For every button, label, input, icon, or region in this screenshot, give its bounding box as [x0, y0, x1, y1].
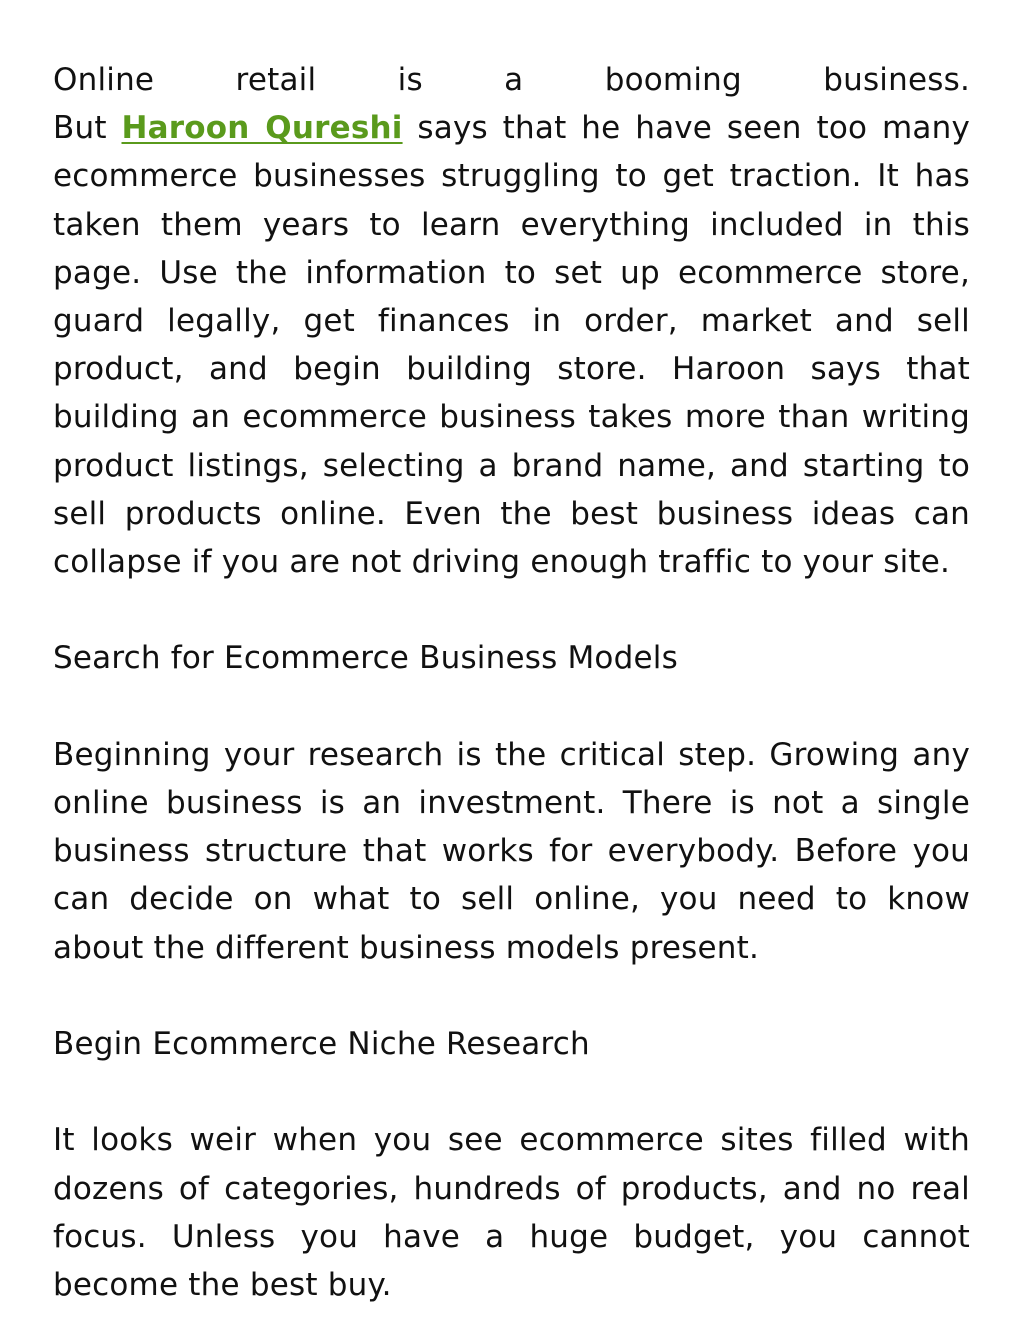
intro-text-before-link: But: [53, 110, 122, 147]
section-heading-niche-research: Begin Ecommerce Niche Research: [53, 1026, 590, 1063]
spacer: [53, 586, 970, 634]
intro-paragraph: [53, 104, 970, 586]
section-body-niche-research: It looks weir when you see ecommerce sites filled with dozens of categories, hundreds of products, and no real focus. Unless you have a huge budget, you cannot become the best buy.: [53, 1122, 970, 1304]
section-heading-business-models: Search for Ecommerce Business Models: [53, 640, 678, 677]
spacer: [53, 972, 970, 1020]
intro-text-after-link: says that he have seen too many ecommerce businesses struggling to get traction. It has taken them years to learn everything included in this page. Use the information to set up ecommerce store, guard legally, get finances in order, market and sell product, and begin building store. Haroon says that building an ecommerce business takes more than writing product listings, selecting a brand name, and starting to sell products online. Even the best business ideas can collapse if you are not driving enough traffic to your site.: [53, 110, 970, 581]
document-page: [53, 56, 970, 1309]
author-link[interactable]: Haroon Qureshi: [121, 110, 403, 147]
intro-first-line: Online retail is a booming business.: [53, 62, 970, 98]
spacer: [53, 1068, 970, 1116]
section-body-business-models: Beginning your research is the critical step. Growing any online business is an investment. There is not a single business structure that works for everybody. Before you can decide on what to sell online, you need to know about the different business models present.: [53, 736, 970, 966]
spacer: [53, 683, 970, 731]
